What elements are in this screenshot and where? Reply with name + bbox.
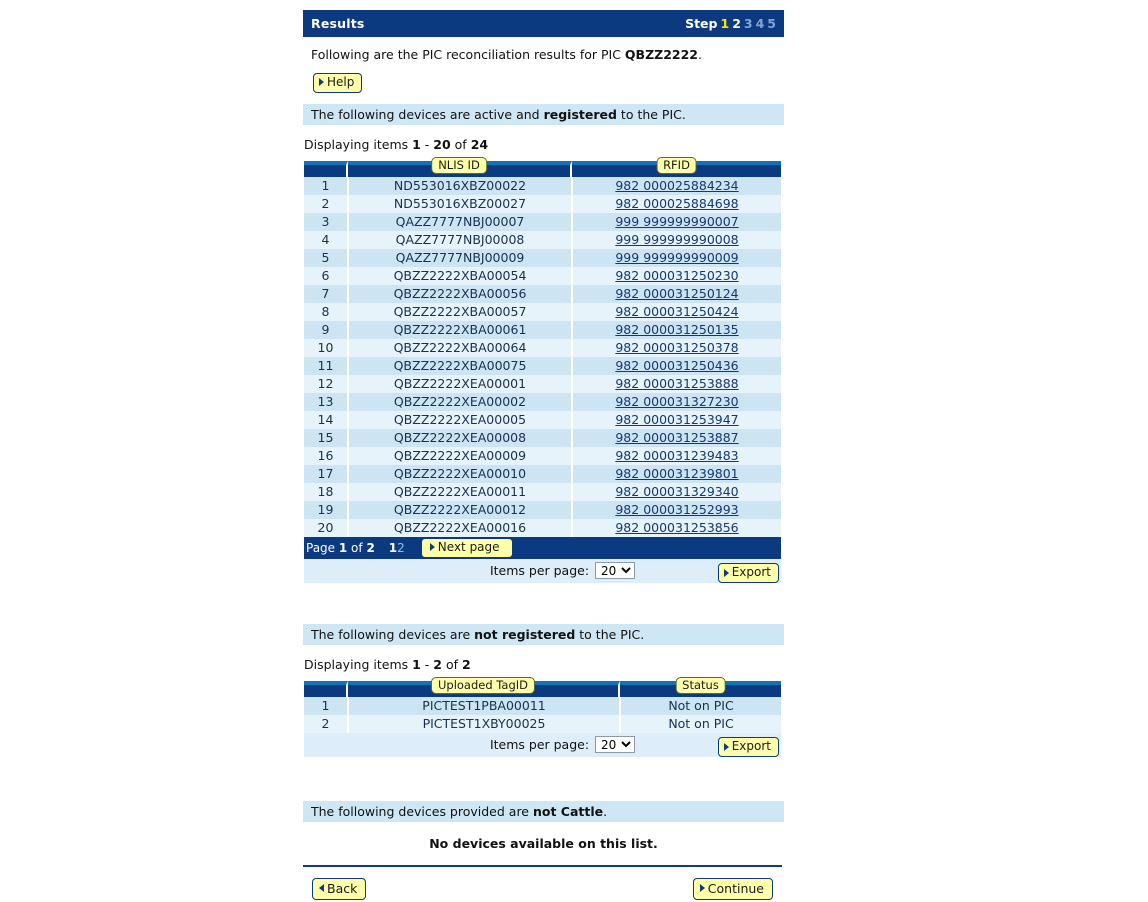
table-row (304, 411, 781, 429)
table-row (304, 231, 781, 249)
intro-suffix: . (698, 47, 702, 62)
row-index: 2 (304, 715, 348, 733)
table-row (304, 339, 781, 357)
row-rfid-cell (572, 483, 781, 501)
step-4[interactable]: 4 (755, 16, 765, 31)
row-uploaded-tagid: PICTEST1XBY00025 (348, 715, 620, 733)
rfid-link[interactable]: 982 000031239483 (615, 448, 739, 463)
row-rfid-cell (572, 393, 781, 411)
unregistered-export-wrap (718, 736, 779, 758)
rfid-link[interactable]: 982 000031253888 (615, 376, 739, 391)
unregistered-table-header (304, 677, 781, 697)
row-index: 8 (304, 303, 348, 321)
notcattle-banner (303, 801, 784, 822)
rfid-link[interactable]: 982 000031250424 (615, 304, 739, 319)
page-number-2[interactable]: 2 (397, 540, 405, 555)
row-index: 4 (304, 231, 348, 249)
items-per-page-select[interactable] (595, 562, 635, 579)
items-per-page-group (450, 562, 635, 579)
row-nlis-id: QBZZ2222XEA00010 (348, 465, 572, 483)
table-row (304, 303, 781, 321)
table-row (304, 429, 781, 447)
row-nlis-id: QBZZ2222XEA00008 (348, 429, 572, 447)
row-index: 1 (304, 177, 348, 195)
row-status: Not on PIC (620, 715, 781, 733)
help-button-row (303, 62, 784, 93)
items-per-page-select[interactable] (595, 736, 635, 753)
page-title: Results (311, 16, 365, 31)
items-per-page-label: Items per page: (489, 737, 590, 752)
notcattle-empty-message: No devices available on this list. (429, 835, 658, 851)
table-row (304, 501, 781, 519)
triangle-left-icon (319, 884, 324, 892)
row-index: 12 (304, 375, 348, 393)
registered-banner-suffix: to the PIC. (616, 106, 686, 122)
export-button[interactable] (718, 563, 779, 583)
table-row (304, 447, 781, 465)
registered-banner-prefix: The following devices are active and (311, 106, 544, 122)
row-index: 5 (304, 249, 348, 267)
step-1[interactable]: 1 (720, 16, 730, 31)
row-nlis-id: QBZZ2222XEA00005 (348, 411, 572, 429)
displaying-from: 1 (412, 136, 421, 152)
registered-banner (303, 104, 784, 125)
column-header-index (304, 161, 348, 177)
displaying-total: 2 (461, 656, 471, 672)
row-index: 19 (304, 501, 348, 519)
back-button[interactable] (312, 878, 366, 900)
row-rfid-cell (572, 339, 781, 357)
triangle-right-icon (724, 569, 729, 577)
displaying-dash: - (420, 656, 434, 672)
page-current: 1 (338, 540, 348, 555)
row-uploaded-tagid: PICTEST1PBA00011 (348, 697, 620, 715)
row-rfid-cell (572, 303, 781, 321)
unregistered-banner-suffix: to the PIC. (575, 626, 645, 642)
rfid-link[interactable]: 982 000031253947 (615, 412, 739, 427)
page-of: of (347, 540, 367, 555)
row-nlis-id: QBZZ2222XBA00056 (348, 285, 572, 303)
displaying-to: 20 (433, 136, 451, 152)
intro-pic: QBZZ2222 (624, 47, 698, 62)
row-rfid-cell (572, 195, 781, 213)
triangle-right-icon (430, 543, 435, 551)
registered-banner-emphasis: registered (543, 106, 617, 122)
registered-table-header (304, 157, 781, 177)
row-rfid-cell (572, 321, 781, 339)
unregistered-table-controls (304, 733, 781, 757)
rfid-link[interactable]: 999 999999990007 (615, 214, 739, 229)
row-index: 10 (304, 339, 348, 357)
step-2[interactable]: 2 (732, 16, 741, 31)
row-rfid-cell (572, 519, 781, 537)
row-nlis-id: QBZZ2222XBA00064 (348, 339, 572, 357)
rfid-link[interactable]: 982 000031239801 (615, 466, 739, 481)
table-row (304, 321, 781, 339)
row-index: 3 (304, 213, 348, 231)
step-label: Step (685, 16, 718, 31)
table-row (304, 195, 781, 213)
row-index: 2 (304, 195, 348, 213)
row-index: 16 (304, 447, 348, 465)
rfid-link[interactable]: 982 000031250230 (615, 268, 739, 283)
rfid-link[interactable]: 982 000025884234 (615, 178, 739, 193)
next-page-button[interactable] (421, 538, 513, 558)
displaying-from: 1 (412, 656, 421, 672)
row-nlis-id: QBZZ2222XEA00009 (348, 447, 572, 465)
row-index: 20 (304, 519, 348, 537)
row-rfid-cell (572, 213, 781, 231)
table-row (304, 267, 781, 285)
rfid-link[interactable]: 982 000031250135 (615, 322, 739, 337)
displaying-prefix: Displaying items (304, 136, 413, 152)
table-row (304, 697, 781, 715)
table-row (304, 249, 781, 267)
export-button-label: Export (731, 565, 771, 579)
table-row (304, 357, 781, 375)
table-row (304, 465, 781, 483)
row-rfid-cell (572, 231, 781, 249)
table-row (304, 393, 781, 411)
row-index: 7 (304, 285, 348, 303)
row-index: 15 (304, 429, 348, 447)
column-tab-nlis-id: NLIS ID (431, 157, 487, 174)
triangle-right-icon (724, 743, 729, 751)
intro-text (303, 37, 784, 62)
column-header-uploaded-tagid (348, 677, 620, 697)
notcattle-banner-suffix: . (603, 803, 608, 819)
table-row (304, 285, 781, 303)
registered-displaying-count (303, 137, 784, 152)
notcattle-banner-prefix: The following devices provided are (311, 803, 533, 819)
rfid-link[interactable]: 982 000031253887 (615, 430, 739, 445)
displaying-prefix: Displaying items (304, 656, 413, 672)
unregistered-displaying-count (303, 657, 784, 672)
row-index: 18 (304, 483, 348, 501)
intro-prefix: Following are the PIC reconciliation results for PIC (311, 47, 625, 62)
step-indicator (685, 16, 776, 31)
column-header-status (620, 677, 781, 697)
displaying-total: 24 (470, 136, 489, 152)
registered-export-wrap (718, 562, 779, 584)
help-button[interactable] (313, 73, 362, 93)
row-nlis-id: QBZZ2222XBA00054 (348, 267, 572, 285)
rfid-link[interactable]: 999 999999990009 (615, 250, 739, 265)
export-button-label: Export (731, 739, 771, 753)
row-index: 13 (304, 393, 348, 411)
row-index: 11 (304, 357, 348, 375)
registered-pagination-bar (304, 537, 781, 559)
rfid-link[interactable]: 982 000031250436 (615, 358, 739, 373)
row-index: 6 (304, 267, 348, 285)
next-page-label: Next page (437, 539, 500, 554)
unregistered-table (304, 697, 781, 733)
row-nlis-id: ND553016XBZ00022 (348, 177, 572, 195)
column-tab-uploaded-tagid: Uploaded TagID (431, 677, 535, 694)
row-nlis-id: QBZZ2222XEA00002 (348, 393, 572, 411)
row-nlis-id: QAZZ7777NBJ00008 (348, 231, 572, 249)
row-index: 1 (304, 697, 348, 715)
displaying-mid: of (450, 136, 471, 152)
page-word: Page (306, 540, 339, 555)
export-button[interactable] (718, 737, 779, 757)
page-number-1[interactable]: 1 (388, 540, 398, 555)
row-nlis-id: QBZZ2222XBA00075 (348, 357, 572, 375)
registered-table-controls (304, 559, 781, 583)
rfid-link[interactable]: 982 000025884698 (615, 196, 739, 211)
rfid-link[interactable]: 982 000031327230 (615, 394, 739, 409)
row-rfid-cell (572, 357, 781, 375)
triangle-right-icon (319, 78, 324, 86)
table-row (304, 715, 781, 733)
rfid-link[interactable]: 999 999999990008 (615, 232, 739, 247)
column-header-rfid (572, 157, 781, 177)
row-index: 17 (304, 465, 348, 483)
rfid-link[interactable]: 982 000031250378 (615, 340, 739, 355)
row-nlis-id: QAZZ7777NBJ00009 (348, 249, 572, 267)
row-rfid-cell (572, 429, 781, 447)
displaying-mid: of (441, 656, 462, 672)
row-rfid-cell (572, 267, 781, 285)
table-row (304, 177, 781, 195)
row-nlis-id: QBZZ2222XEA00012 (348, 501, 572, 519)
unregistered-banner-emphasis: not registered (474, 626, 576, 642)
notcattle-banner-emphasis: not Cattle (532, 803, 604, 819)
results-page (303, 10, 784, 900)
rfid-link[interactable]: 982 000031250124 (615, 286, 739, 301)
table-row (304, 375, 781, 393)
step-5[interactable]: 5 (767, 16, 776, 31)
row-rfid-cell (572, 375, 781, 393)
table-row (304, 519, 781, 537)
row-index: 14 (304, 411, 348, 429)
displaying-to: 2 (433, 656, 442, 672)
page-total: 2 (366, 540, 375, 555)
row-nlis-id: QBZZ2222XEA00011 (348, 483, 572, 501)
row-nlis-id: QAZZ7777NBJ00007 (348, 213, 572, 231)
rfid-link[interactable]: 982 000031252993 (615, 502, 739, 517)
column-tab-status: Status (675, 677, 726, 694)
back-button-label: Back (327, 880, 358, 896)
column-tab-rfid: RFID (656, 157, 697, 174)
row-rfid-cell (572, 447, 781, 465)
footer-nav (303, 867, 782, 900)
registered-table (304, 177, 781, 537)
continue-button[interactable] (693, 878, 773, 900)
unregistered-banner-prefix: The following devices are (311, 626, 475, 642)
table-row (304, 483, 781, 501)
page-indicator (306, 541, 375, 555)
row-rfid-cell (572, 501, 781, 519)
page-number-list (389, 541, 405, 555)
row-rfid-cell (572, 465, 781, 483)
row-nlis-id: QBZZ2222XEA00001 (348, 375, 572, 393)
row-status: Not on PIC (620, 697, 781, 715)
step-3[interactable]: 3 (743, 16, 753, 31)
row-nlis-id: QBZZ2222XBA00057 (348, 303, 572, 321)
displaying-dash: - (420, 136, 434, 152)
row-rfid-cell (572, 285, 781, 303)
items-per-page-label: Items per page: (489, 563, 590, 578)
row-nlis-id: QBZZ2222XEA00016 (348, 519, 572, 537)
row-nlis-id: ND553016XBZ00027 (348, 195, 572, 213)
rfid-link[interactable]: 982 000031329340 (615, 484, 739, 499)
rfid-link[interactable]: 982 000031253856 (615, 520, 739, 535)
column-header-index (304, 681, 348, 697)
row-nlis-id: QBZZ2222XBA00061 (348, 321, 572, 339)
triangle-right-icon (700, 884, 705, 892)
page-header (303, 10, 784, 37)
continue-button-label: Continue (707, 880, 764, 896)
row-index: 9 (304, 321, 348, 339)
help-button-label: Help (327, 74, 355, 89)
next-page-button-wrap (421, 538, 513, 558)
items-per-page-group (450, 736, 635, 753)
row-rfid-cell (572, 249, 781, 267)
table-row (304, 213, 781, 231)
column-header-nlis-id (348, 157, 572, 177)
row-rfid-cell (572, 411, 781, 429)
row-rfid-cell (572, 177, 781, 195)
unregistered-banner (303, 624, 784, 645)
